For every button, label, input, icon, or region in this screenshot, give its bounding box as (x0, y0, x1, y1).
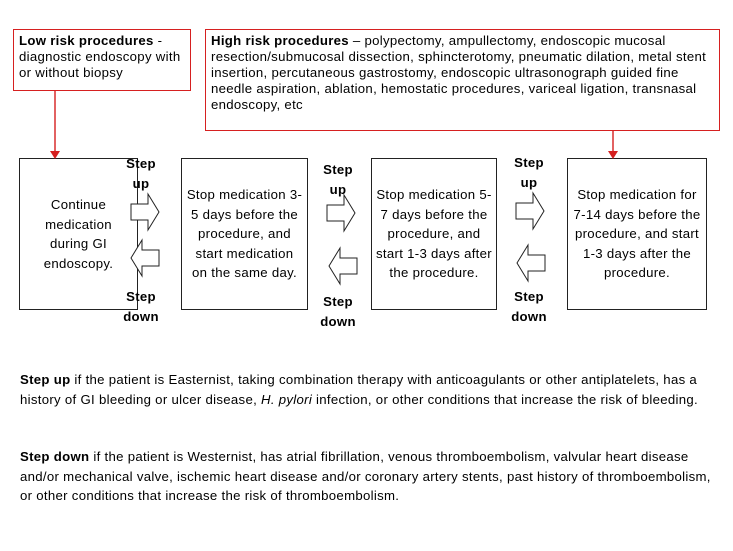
step-down-arrow-2 (329, 248, 357, 284)
step-up-note-text-a: if the patient is Easternist, taking combination therapy with anticoagulants or other antiplatelets, has a history of GI bleeding or ulcer disease, (20, 372, 698, 407)
flow-box-stop-3-5-text: Stop medication 3-5 days before the procedure, and start medication on the same day. (186, 187, 303, 281)
step-up-label-2: Step up (323, 162, 353, 197)
step-up-label-1: Step up (126, 156, 156, 191)
step-down-label-3: Step down (511, 289, 547, 324)
step-down-note-text: if the patient is Westernist, has atrial fibrillation, venous thromboembolism, valvular heart disease and/or mechanical valve, ischemic heart disease and/or coronary artery stents, past history of thromboembolism, or other conditions that increase the risk of thromboembolism. (20, 449, 711, 503)
low-risk-title: Low risk procedures (19, 33, 154, 48)
step-down-label-1: Step down (123, 289, 159, 324)
step-down-note (20, 447, 720, 506)
step-down-arrow-1 (131, 240, 159, 276)
step-up-note (20, 370, 720, 409)
step-down-arrow-3 (517, 245, 545, 281)
step-up-arrow-3 (516, 193, 544, 229)
low-risk-text: - diagnostic endoscopy with or without biopsy (19, 33, 181, 80)
high-risk-connector-head (608, 151, 618, 159)
step-up-note-text-b: infection, or other conditions that increase the risk of bleeding. (312, 391, 698, 407)
flow-box-stop-5-7-text: Stop medication 5-7 days before the procedure, and start 1-3 days after the procedure. (376, 187, 492, 281)
flow-box-stop-7-14-text: Stop medication for 7-14 days before the procedure, and start 1-3 days after the procedure. (573, 187, 701, 281)
low-risk-connector-head (50, 151, 60, 159)
step-up-note-title: Step up (20, 372, 71, 387)
flow-box-continue-text: Continue medication during GI endoscopy. (43, 197, 114, 271)
step-up-note-italic: H. pylori (261, 391, 313, 407)
step-down-label-2: Step down (320, 294, 356, 329)
high-risk-text: – polypectomy, ampullectomy, endoscopic mucosal resection/submucosal dissection, sphincterotomy, pneumatic dilation, metal stent insertion, percutaneous gastrostomy, endoscopic ultrasonograph guided fine needle aspiration, ablation, hemostatic procedures, variceal ligation, transnasal endoscopy, etc (211, 33, 707, 112)
step-up-arrow-1 (131, 194, 159, 230)
step-down-note-title: Step down (20, 449, 90, 464)
step-up-arrow-2 (327, 195, 355, 231)
step-up-label-3: Step up (514, 155, 544, 190)
high-risk-title: High risk procedures (211, 33, 349, 48)
